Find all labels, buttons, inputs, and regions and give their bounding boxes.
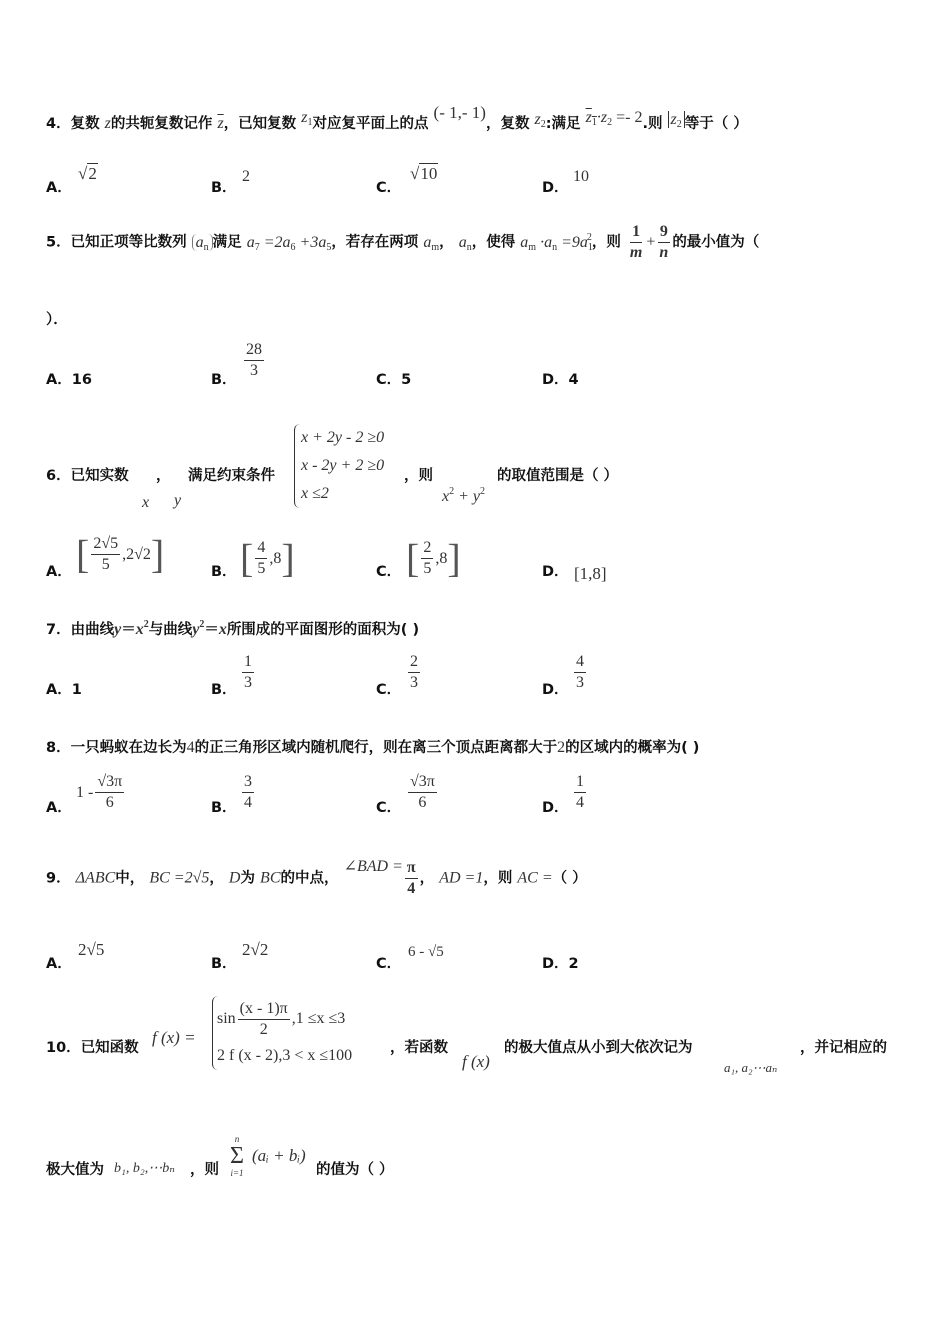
math-fx: f (x) = — [152, 1028, 196, 1047]
options-5 — [0, 340, 950, 390]
option-label: C． — [376, 180, 402, 196]
options-9 — [0, 940, 950, 974]
text: ，则 — [591, 234, 621, 251]
option-label: A． — [46, 956, 72, 972]
question-9: 9． ΔABC中， BC =2√5， D为 BC的中点， ∠BAD = $\frac{\pi}{4}$ ， AD =1，则 AC =（ ） — [46, 857, 587, 897]
constraint-1: x + 2y - 2 ≥0 — [301, 429, 385, 446]
option-label: D． — [542, 180, 569, 196]
option-d-value: 10 — [573, 168, 589, 185]
option-c-value: √10 — [410, 164, 438, 183]
text: 极大值为 — [46, 1162, 104, 1178]
option-label: A． — [46, 800, 72, 816]
text: 的共轭复数记作 — [110, 116, 213, 132]
text: 已知正项等比数列 — [70, 234, 187, 251]
text: 的极大值点从小到大依次记为 — [504, 1040, 693, 1056]
math-plus: + — [646, 233, 656, 251]
text: ，复数 — [485, 116, 530, 132]
text: :满足 — [545, 116, 581, 132]
option-c-value: 6 - √5 — [408, 944, 444, 960]
math-bc: BC =2√5 — [149, 869, 210, 887]
math-frac-9n: $\frac{9}{n}$ — [659, 223, 669, 261]
math-seq: $a_n$ — [192, 234, 213, 251]
option-d-value: $\frac{4}{3}$ — [576, 653, 584, 691]
option-b-value: $\frac{28}{3}$ — [246, 341, 262, 379]
math-recurrence: $a_7 =2a_6 +3a_5$ — [246, 233, 332, 253]
option-label: B． — [211, 956, 237, 972]
math-triangle: ΔABC — [75, 869, 116, 887]
text: ，若存在两项 — [331, 234, 419, 251]
math-d: D — [228, 869, 241, 887]
question-5-cont: ）． — [46, 312, 68, 328]
option-label: A． — [46, 564, 72, 580]
math-sum: n Σ i=1 — [230, 1134, 244, 1178]
math-ac: AC = — [517, 869, 553, 887]
option-label: B． — [211, 180, 237, 196]
math-angle: ∠BAD = — [343, 857, 403, 875]
option-label: D． — [542, 682, 569, 698]
question-7: 7．由曲线$y=x^2$与曲线$y^2=x$所围成的平面图形的面积为( ) — [46, 619, 420, 638]
text: ，使得 — [471, 234, 516, 251]
constraint-2: x - 2y + 2 ≥0 — [301, 457, 385, 474]
text: 的值为（ ） — [316, 1162, 394, 1178]
option-d-value: [1,8] — [574, 564, 607, 583]
text: 的取值范围是（ ） — [497, 468, 619, 484]
math-ad: AD =1 — [439, 869, 484, 887]
option-c-value: $\frac{2}{3}$ — [410, 653, 418, 691]
text: 对应复平面上的点 — [312, 116, 429, 132]
question-10-text: 10．已知函数 — [46, 1040, 139, 1056]
constraint-system — [294, 424, 384, 508]
text: 的最小值为（ — [672, 234, 760, 251]
option-b-value: 2 — [242, 168, 250, 185]
math-product: $a_m \cdot a_n =9a_1^2$ — [520, 231, 593, 253]
question-6 — [0, 424, 950, 514]
option-label: D． — [542, 800, 569, 816]
option-d-value: $\frac{1}{4}$ — [576, 773, 584, 811]
math-x: x — [142, 494, 150, 511]
math-an: $a_n$ — [458, 233, 472, 253]
option-c: C．5 — [376, 372, 412, 388]
constraint-3: x ≤2 — [301, 485, 329, 502]
option-b-value: $\frac{3}{4}$ — [244, 773, 252, 811]
math-point: (- 1,- 1) — [433, 103, 486, 122]
option-label: D． — [542, 564, 569, 580]
text: ， — [439, 234, 454, 251]
option-label: B． — [211, 372, 237, 388]
option-label: B． — [211, 682, 237, 698]
text: 满足约束条件 — [188, 468, 275, 484]
question-number: 4． — [46, 116, 71, 132]
math-z2: $z_2$ — [534, 111, 546, 130]
options-8 — [0, 772, 950, 822]
question-6-text: 6．已知实数 — [46, 468, 129, 484]
text: .则 — [642, 116, 663, 132]
math-sum-expr: (aᵢ + bᵢ) — [252, 1146, 306, 1165]
text: 满足 — [212, 234, 242, 251]
math-am: $a_m$ — [423, 233, 440, 253]
math-seq-b: b₁, b₂,⋯bₙ — [114, 1161, 175, 1176]
text: 等于（ ） — [684, 116, 748, 132]
option-a-value: [ $\frac{2√5}{5}$ ,2√2] — [76, 531, 165, 577]
text: ，并记相应的 — [800, 1040, 887, 1056]
option-a: A．16 — [46, 372, 92, 388]
options-4 — [0, 166, 950, 196]
option-label: C． — [376, 956, 402, 972]
math-z: z — [104, 115, 111, 132]
question-4 — [46, 103, 748, 134]
option-c-value: [ $\frac{2}{5}$ ,8] — [406, 535, 461, 581]
option-label: C． — [376, 800, 402, 816]
option-a: A．1 — [46, 682, 82, 698]
question-5 — [46, 222, 759, 263]
piecewise-function: sin $\frac{(x - 1)\pi}{2}$ ,1 ≤x ≤3 2 f (x - 2),3 < x ≤100 — [212, 996, 352, 1070]
math-bc: BC — [260, 869, 281, 887]
text: ，则 — [190, 1162, 219, 1178]
question-10 — [0, 992, 950, 1092]
text: ，则 — [404, 468, 433, 484]
math-fx: f (x) — [462, 1052, 490, 1071]
math-x2y2: $x^2 + y^2$ — [442, 486, 486, 505]
text: 复数 — [70, 116, 100, 132]
option-label: A． — [46, 180, 72, 196]
option-c-value: $\frac{√3\pi}{6}$ — [410, 773, 435, 811]
option-label: B． — [211, 800, 237, 816]
math-frac-1m: $\frac{1}{m}$ — [629, 223, 643, 261]
math-y: y — [174, 492, 182, 509]
question-10-cont — [0, 1132, 950, 1192]
text: ，已知复数 — [223, 116, 297, 132]
options-7 — [0, 652, 950, 702]
option-a-value: √2 — [78, 164, 97, 183]
math-abs: $z_2$ — [668, 111, 685, 128]
option-label: B． — [211, 564, 237, 580]
math-seq-a: a₁, a₂⋯aₙ — [724, 1060, 778, 1075]
option-a-value: 1 - $\frac{√3\pi}{6}$ — [76, 773, 123, 811]
option-d: D．4 — [542, 372, 579, 388]
options-6 — [0, 531, 950, 594]
option-d: D．2 — [542, 956, 579, 972]
option-a-value: 2√5 — [78, 940, 105, 959]
option-label: C． — [376, 564, 402, 580]
math-z1: $z_1$ — [301, 109, 313, 128]
option-b-value: 2√2 — [242, 940, 269, 959]
option-b-value: [ $\frac{4}{5}$ ,8] — [240, 535, 295, 581]
text: ，若函数 — [390, 1040, 448, 1056]
question-number: 5． — [46, 234, 71, 251]
option-b-value: $\frac{1}{3}$ — [244, 653, 252, 691]
text: ， — [156, 468, 171, 484]
question-8: 8．一只蚂蚁在边长为4的正三角形区域内随机爬行，则在离三个顶点距离都大于2的区域内的概率为( ) — [46, 739, 700, 756]
math-zbar: $\overline{z}$ — [217, 115, 224, 132]
option-label: C． — [376, 682, 402, 698]
math-product: $z_1\cdot z_2 =- 2$ — [585, 109, 643, 128]
math-pi-4: $\frac{\pi}{4}$ — [406, 859, 416, 897]
